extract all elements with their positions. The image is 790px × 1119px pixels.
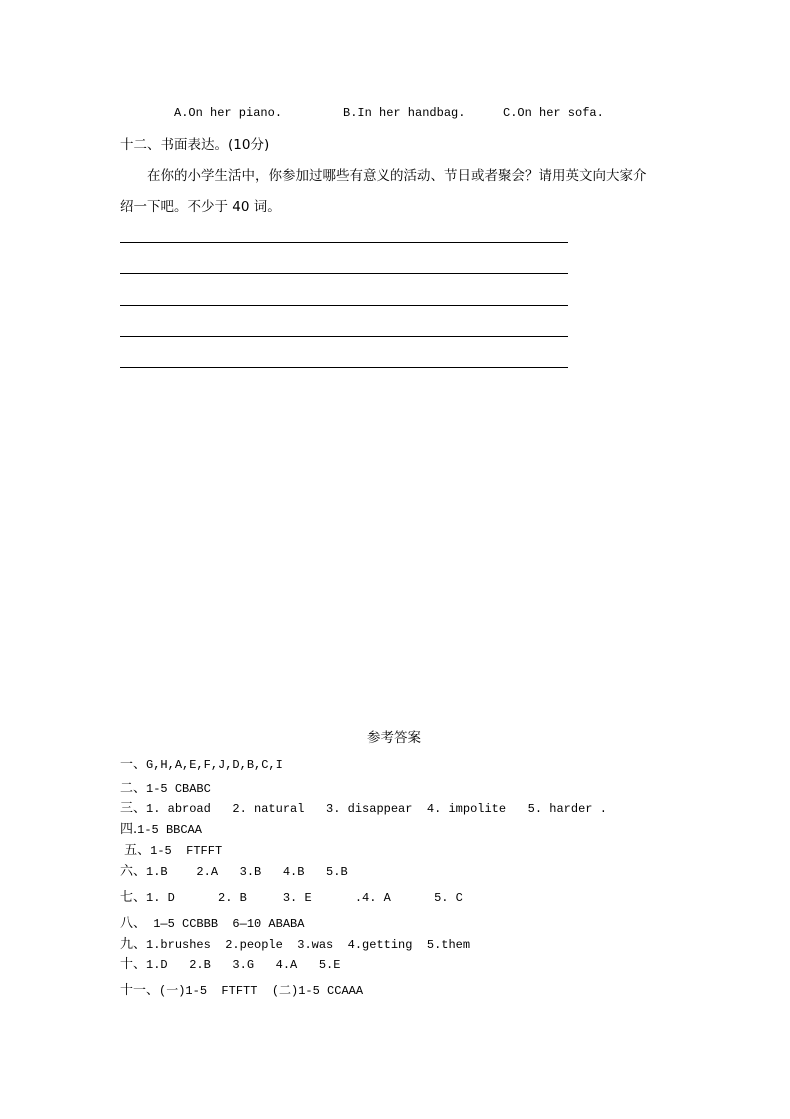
answers-title: 参考答案 — [367, 730, 421, 746]
answer-row-5 — [120, 839, 222, 858]
answer-text: 1.D 2.B 3.G 4.A 5.E — [146, 958, 341, 972]
writing-prompt-line1: 在你的小学生活中，你参加过哪些有意义的活动、节日或者聚会？请用英文向大家介 — [147, 168, 647, 184]
answer-text: 1. D 2. B 3. E .4. A 5. C — [146, 891, 463, 905]
answer-text: (一)1-5 FTFTT (二)1-5 CCAAA — [159, 984, 364, 998]
option-b: B.In her handbag. — [343, 106, 466, 120]
answer-row-6 — [120, 860, 348, 879]
writing-line[interactable] — [120, 242, 568, 243]
answer-label: 一、 — [120, 757, 147, 772]
answer-label: 三、 — [120, 801, 147, 816]
writing-heading: 十二、书面表达。(10分) — [120, 137, 270, 153]
answer-label: 四. — [120, 822, 138, 837]
option-c: C.On her sofa. — [503, 106, 604, 120]
answer-text: G,H,A,E,F,J,D,B,C,I — [146, 758, 283, 772]
answer-text: 1-5 FTFFT — [150, 844, 223, 858]
answer-label: 十一、 — [120, 983, 160, 998]
answer-label: 七、 — [120, 890, 147, 905]
answer-row-4 — [120, 818, 202, 837]
answer-row-9 — [120, 933, 470, 952]
answer-row-7 — [120, 886, 463, 905]
answer-label: 二、 — [120, 781, 147, 796]
answer-label: 八、 — [120, 916, 147, 931]
answer-label: 十、 — [120, 957, 147, 972]
answer-text: 1. abroad 2. natural 3. disappear 4. impolite 5. harder . — [146, 802, 607, 816]
answer-label: 五、 — [120, 843, 151, 858]
answer-label: 九、 — [120, 937, 147, 952]
option-a: A.On her piano. — [174, 106, 283, 120]
writing-prompt-line2: 绍一下吧。不少于 40 词。 — [120, 199, 281, 215]
answer-text: 1-5 BBCAA — [137, 823, 202, 837]
answer-row-1 — [120, 753, 283, 772]
writing-line[interactable] — [120, 336, 568, 337]
answer-row-2 — [120, 777, 211, 796]
answer-text: 1.brushes 2.people 3.was 4.getting 5.them — [146, 938, 471, 952]
answer-row-3 — [120, 797, 607, 816]
writing-line[interactable] — [120, 367, 568, 368]
answer-row-11 — [120, 979, 363, 998]
answer-row-10 — [120, 953, 340, 972]
writing-line[interactable] — [120, 305, 568, 306]
answer-row-8 — [120, 912, 304, 931]
answer-text: 1—5 CCBBB 6—10 ABABA — [146, 917, 305, 931]
writing-line[interactable] — [120, 273, 568, 274]
answer-text: 1.B 2.A 3.B 4.B 5.B — [146, 865, 348, 879]
answer-label: 六、 — [120, 864, 147, 879]
answer-text: 1-5 CBABC — [146, 782, 211, 796]
